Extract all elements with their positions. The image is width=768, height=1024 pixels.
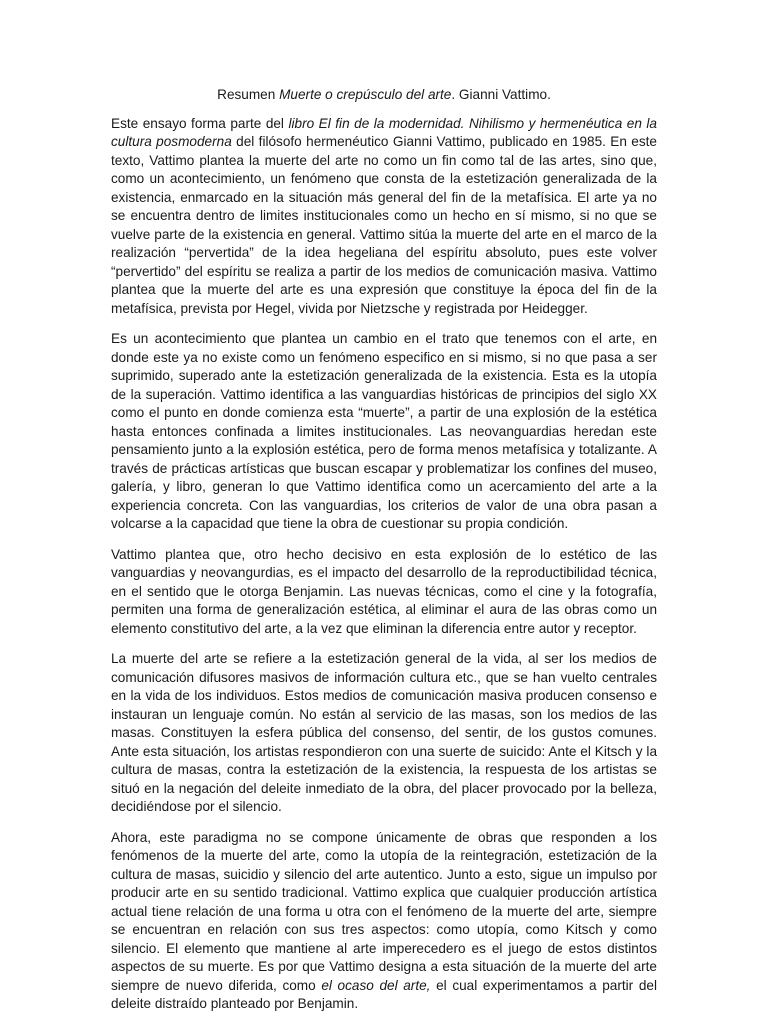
title-italic: Muerte o crepúsculo del arte	[279, 87, 452, 102]
paragraph-4	[111, 650, 657, 817]
paragraph-text: el cual experimentamos a partir del deleite distraído planteado por Benjamin.	[111, 977, 657, 1011]
paragraph-text: La muerte del arte se refiere a la estetización general de la vida, al ser los medios de comunicación difusores masivos de información cultura etc., que se han vuelto centrales en la vida de los individuos. Estos medios de comunicación masiva producen consenso e instauran un lenguaje común. No están al servicio de las masas, son los medios de las masas. Constituyen la esfera pública del consenso, del sentir, de los gustos comunes. Ante esta situación, los artistas respondieron con una suerte de suicido: Ante el Kitsch y la cultura de masas, contra la estetización de la existencia, la respuesta de los artistas se situó en la negación del deleite inmediato de la obra, del placer provocado por la belleza, decidiéndose por el silencio.	[111, 651, 657, 814]
italic-text: el ocaso del arte,	[321, 977, 431, 993]
paragraph-text: Es un acontecimiento que plantea un cambio en el trato que tenemos con el arte, en donde este ya no existe como un fenómeno especifico en si mismo, si no que pasa a ser suprimido, superado ante la estetización generalizada de la existencia. Esta es la utopía de la superación. Vattimo identifica a las vanguardias históricas de principios del siglo XX como el punto en donde comienza esta “muerte”, a partir de una explosión de la estética hasta entonces confinada a limites institucionales. Las neovanguardias heredan este pensamiento junto a la explosión estética, pero de forma menos metafísica y totalizante. A través de prácticas artísticas que buscan escapar y problematizar los confines del museo, galería, y libro, generan lo que Vattimo identifica como un acercamiento del arte a la experiencia concreta. Con las vanguardias, los criterios de valor de una obra pasan a volcarse a la capacidad que tiene la obra de cuestionar su propia condición.	[111, 331, 657, 531]
italic-text: libro El fin de la modernidad. Nihilismo y hermenéutica en la cultura posmoderna	[111, 115, 657, 149]
paragraph-text: Este ensayo forma parte del	[111, 115, 289, 131]
paragraph-2	[111, 330, 657, 534]
paragraph-1	[111, 115, 657, 319]
paragraph-text: Ahora, este paradigma no se compone únicamente de obras que responden a los fenómenos de la muerte del arte, como la utopía de la reintegración, estetización de la cultura de masas, suicidio y silencio del arte autentico. Junto a esto, sigue un impulso por producir arte en su sentido tradicional. Vattimo explica que cualquier producción artística actual tiene relación de una forma u otra con el fenómeno de la muerte del arte, siempre se encuentran en relación con sus tres aspectos: como utopía, como Kitsch y como silencio. El elemento que mantiene al arte imperecedero es el juego de estos distintos aspectos de su muerte. Es por que Vattimo designa a esta situación de la muerte del arte siempre de nuevo diferida, como	[111, 829, 657, 993]
document-title	[111, 86, 657, 105]
paragraph-5	[111, 829, 657, 1014]
paragraph-text: Vattimo plantea que, otro hecho decisivo en esta explosión de lo estético de las vanguardias y neovangurdias, es el impacto del desarrollo de la reproductibilidad técnica, en el sentido que le otorga Benjamin. Las nuevas técnicas, como el cine y la fotografía, permiten una forma de generalización estética, al eliminar el aura de las obras como un elemento constitutivo del arte, a la vez que eliminan la diferencia entre autor y receptor.	[111, 546, 657, 636]
title-suffix: . Gianni Vattimo.	[451, 87, 551, 102]
paragraph-text: del filósofo hermenéutico Gianni Vattimo, publicado en 1985. En este texto, Vattimo plantea la muerte del arte no como un fin como tal de las artes, sino que, como un acontecimiento, un fenómeno que consta de la estetización generalizada de la existencia, enmarcado en la situación más general del fin de la metafísica. El arte ya no se encuentra dentro de limites institucionales como un hecho en sí mismo, si no que se vuelve parte de la existencia en general. Vattimo sitúa la muerte del arte en el marco de la realización “pervertida” de la idea hegeliana del espíritu absoluto, pues este volver “pervertido” del espíritu se realiza a partir de los medios de comunicación masiva. Vattimo plantea que la muerte del arte es una expresión que constituye la época del fin de la metafísica, prevista por Hegel, vivida por Nietzsche y registrada por Heidegger.	[111, 134, 657, 316]
title-prefix: Resumen	[217, 87, 280, 102]
document-body	[111, 115, 657, 1014]
paragraph-3	[111, 546, 657, 639]
